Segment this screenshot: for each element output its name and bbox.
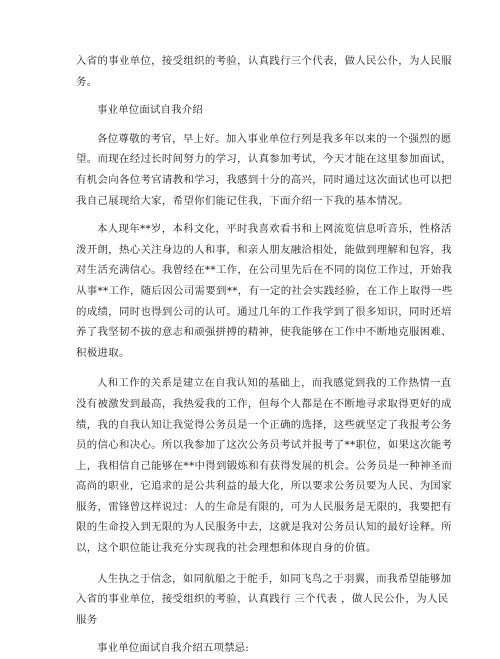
text-line: 对生活充满信心。我曾经在**工作，在公司里先后在不同的岗位工作过，开始我 — [76, 264, 453, 277]
text-line: 上，我相信自己能够在**中得到锻炼和有获得发展的机会。公务员是一种神圣而 — [76, 459, 453, 472]
motivation-paragraph — [76, 373, 453, 558]
text-line: 养了我坚韧不拔的意志和顽强拼搏的精神，使我能够在工作中不断地克服困难、 — [76, 326, 452, 339]
text-line: 限的生命投入到无限的为人民服务中去，这就是我对公务员认知的最好诠释。所 — [76, 521, 452, 534]
text-line: 服务，雷锋曾这样说过：人的生命是有限的，可为人民服务是无限的，我要把有 — [76, 500, 452, 513]
conclusion-paragraph — [76, 569, 452, 631]
document-body — [76, 0, 453, 659]
text-line: 有机会向各位考官请教和学习，我感到十分的高兴，同时通过这次面试也可以把 — [76, 173, 452, 186]
text-line: 入省的事业单位，接受组织的考验，认真践行三个代表，做人民公仆，为人民服 — [76, 55, 452, 67]
text-line: 积极进取。 — [76, 346, 130, 359]
text-line: 泼开朗，热心关注身边的人和事，和亲人朋友融洽相处，能做到理解和包容，我 — [76, 243, 452, 256]
text-line: 从事**工作，随后因公司需要到**，有一定的社会实践经验，在工作上取得一些 — [76, 284, 453, 297]
text-line: 入省的事业单位，接受组织的考验，认真践行 三个代表 ，做人民公仆，为人民 — [76, 593, 449, 606]
text-line: 服务 — [76, 613, 98, 626]
text-line: 员的信心和决心。所以我参加了这次公务员考试并报考了**职位，如果这次能考 — [76, 439, 453, 452]
text-line: 人生执之于信念，如同航船之于舵手，如同飞鸟之于羽翼，而我希望能够加 — [97, 572, 452, 585]
text-line: 务。 — [76, 75, 98, 88]
section-heading: 事业单位面试自我介绍五项禁忌: — [97, 642, 249, 655]
text-line: 的成绩，同时也得到公司的认可。通过几年的工作我学到了很多知识，同时还培 — [76, 305, 452, 318]
text-line: 人和工作的关系是建立在自我认知的基础上，而我感觉到我的工作热情一直 — [97, 377, 452, 390]
text-line: 各位尊敬的考官，早上好。加入事业单位行列是我多年以来的一个强烈的愿 — [97, 132, 452, 145]
text-line: 没有被激发到最高，我热爱我的工作，但每个人都是在不断地寻求取得更好的成 — [76, 397, 452, 410]
section-heading: 事业单位面试自我介绍 — [97, 104, 203, 117]
background-paragraph — [76, 219, 453, 363]
text-line: 望。而现在经过长时间努力的学习，认真参加考试，今天才能在这里参加面试， — [76, 153, 452, 166]
intro-paragraph — [76, 51, 452, 92]
text-line: 我自己展现给大家，希望你们能记住我，下面介绍一下我的基本情况。 — [76, 194, 409, 207]
greeting-paragraph — [76, 129, 452, 211]
text-line: 高尚的职业，它追求的是公共利益的最大化，所以要求公务员要为人民、为国家 — [76, 480, 452, 493]
text-line: 绩，我的自我认知让我觉得公务员是一个正确的选择，这些就坚定了我报考公务 — [76, 418, 452, 431]
text-line: 以，这个职位能让我充分实现我的社会理想和体现自身的价值。 — [76, 542, 377, 555]
text-line: 本人现年**岁，本科文化，平时我喜欢看书和上网流览信息听音乐，性格活 — [97, 223, 452, 236]
